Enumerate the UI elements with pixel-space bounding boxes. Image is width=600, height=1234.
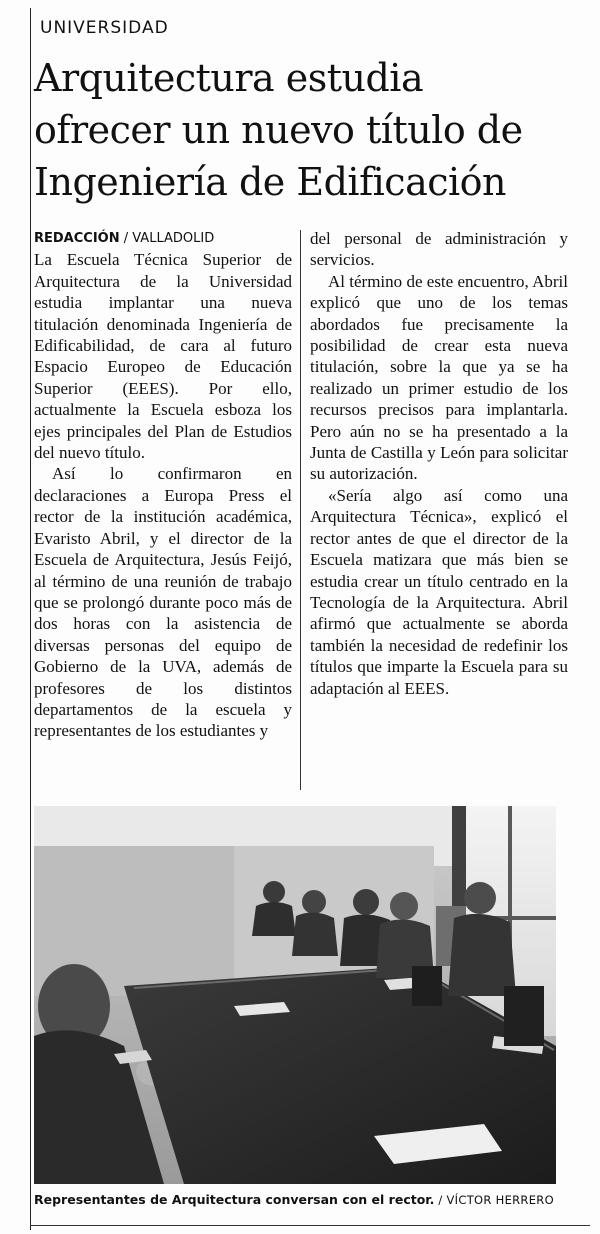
- byline-location: VALLADOLID: [132, 231, 215, 246]
- photo-credit: VÍCTOR HERRERO: [446, 1193, 554, 1207]
- paragraph-2: Así lo confirmaron en declaraciones a Europa Press el rector de la institución académica, Evaristo Abril, y el director de la Escuela de Arquitectura, Jesús Feijó, al término de una reunión de trabajo que se prolongó durante poco más de dos horas con la asistencia de diversas personas del equipo de Gobierno de la UVA, además de profesores de los distintos departamentos de la escuela y representantes de los estudiantes y: [34, 464, 292, 741]
- section-label: UNIVERSIDAD: [40, 18, 169, 38]
- meeting-photo-image: [34, 806, 556, 1184]
- meeting-photo: [34, 806, 556, 1184]
- headline-line-2: ofrecer un nuevo título de: [34, 108, 523, 152]
- paragraph-3: Al término de este encuentro, Abril explicó que uno de los temas abordados fue precisamente la posibilidad de crear esta nueva titulación, sobre la que ya se ha realizado un primer estudio de los recursos precisos para implantarla. Pero aún no se ha presentado a la Junta de Castilla y León para solicitar su autorización.: [310, 271, 568, 484]
- headline-line-1: Arquitectura estudia: [34, 56, 424, 100]
- caption-separator: /: [434, 1193, 447, 1207]
- paragraph-4: «Sería algo así como una Arquitectura Técnica», explicó el rector antes de que el director de la Escuela matizara que más bien se estudia crear un título centrado en la Tecnología de la Arquitectura. Abril afirmó que actualmente se aborda también la necesidad de redefinir los títulos que imparte la Escuela para su adaptación al EEES.: [310, 485, 568, 698]
- lead-paragraph: La Escuela Técnica Superior de Arquitectura de la Universidad estudia implantar una nueva titulación denominada Ingeniería de Edificabilidad, de cara al futuro Espacio Europeo de Educación Superior (EEES). Por ello, actualmente la Escuela esboza los ejes principales del Plan de Estudios del nuevo título.: [34, 250, 292, 463]
- photo-caption: [34, 1192, 574, 1207]
- headline: [34, 52, 594, 208]
- byline-separator: /: [119, 231, 133, 246]
- article-column-1: [34, 228, 292, 742]
- caption-text: Representantes de Arquitectura conversan con el rector.: [34, 1192, 435, 1207]
- article-column-2: [310, 228, 568, 699]
- paragraph-2-continuation: del personal de administración y servicios.: [310, 229, 568, 270]
- bottom-rule: [30, 1225, 590, 1226]
- byline: [34, 228, 292, 249]
- headline-line-3: Ingeniería de Edificación: [34, 160, 507, 204]
- column-divider: [300, 230, 301, 790]
- byline-author: REDACCIÓN: [34, 231, 120, 246]
- left-margin-rule: [30, 8, 31, 1230]
